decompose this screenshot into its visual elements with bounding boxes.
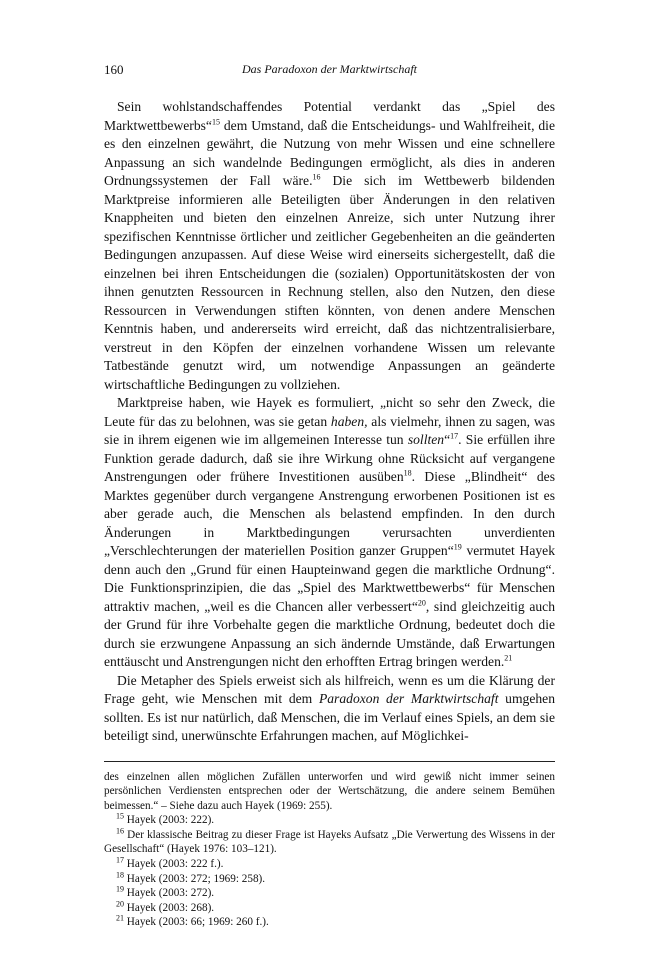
paragraph (104, 98, 555, 394)
footnote (104, 915, 555, 930)
text-run: . Sie erfüllen ihre Funktion gerade dadurch, daß sie ihre Wirkung ohne Rücksicht auf vergangene Anstrengungen oder frühere Investitionen ausüben (104, 432, 555, 484)
text-run: Die Metapher des Spiels erweist sich als hilfreich, wenn es um die Klärung der Frage geht, wie Menschen mit dem (104, 672, 555, 706)
book-page (104, 62, 555, 930)
footnote-number: 20 (116, 899, 124, 909)
footnote (104, 886, 555, 901)
footnote-ref: 17 (450, 431, 459, 441)
emphasis: Paradoxon der Marktwirtschaft (318, 691, 499, 706)
footnote (104, 857, 555, 872)
footnote-number: 21 (116, 913, 124, 923)
footnote-text: Hayek (2003: 66; 1969: 260 f.). (124, 916, 269, 929)
running-title: Das Paradoxon der Marktwirtschaft (242, 62, 417, 76)
footnote-ref: 16 (312, 172, 321, 182)
footnote-continuation: des einzelnen allen möglichen Zufällen unterworfen und wird gewiß nicht immer seinen persönlichen Verdiensten entsprechen oder der Wertschätzung, die andere seinem Bemühen beimessen.“ – Siehe dazu auch Hayek (1969: 255). (104, 770, 555, 812)
footnote-ref: 15 (211, 116, 220, 126)
footnote (104, 813, 555, 828)
text-run: umgehen sollten. Es ist nur natürlich, daß Menschen, die im Verlauf eines Spiels, an dem sie beteiligt sind, unerwünschte Erfahrungen machen, auf Möglichkei- (104, 691, 556, 743)
footnote-text: Der klassische Beitrag zu dieser Frage ist Hayeks Aufsatz „Die Verwertung des Wissens in der Gesellschaft“ (Hayek 1976: 103–121). (104, 828, 555, 856)
footnote (104, 828, 555, 857)
footnote-number: 15 (116, 811, 124, 821)
footnote (104, 901, 555, 916)
text-run: Marktpreise haben, wie Hayek es formuliert, „nicht so sehr den Zweck, die Leute für das zu belohnen, was sie getan (104, 395, 555, 429)
text-run: Sein wohlstandschaffendes Potential verdankt das „Spiel des Marktwettbewerbs“ (104, 99, 555, 133)
footnote-text: Hayek (2003: 272; 1969: 258). (124, 872, 266, 885)
text-run: . Diese „Blindheit“ des Marktes gegenüber durch vergangene Anstrengung erworbenen Positionen ist es aber gerade auch, die Menschen als belastend empfinden. In den durch Änderungen in Marktbedingungen verursachten unverdienten „Verschlechterungen der materiellen Position ganzer Gruppen“ (104, 469, 555, 558)
footnote-number: 18 (116, 869, 124, 879)
main-text (104, 98, 555, 746)
footnote-number: 17 (116, 855, 124, 865)
text-run: dem Umstand, daß die Entscheidungs- und Wahlfreiheit, die es den einzelnen gewährt, die Nutzung von mehr Wissen und eine schnellere Anpassung an sich wandelnde Bedingungen ermöglicht, als dies in anderen Ordnungssystemen der Fall wäre. (104, 117, 555, 188)
text-run: “ (444, 432, 451, 447)
emphasis: haben, (330, 413, 368, 429)
footnote-ref: 19 (453, 542, 462, 552)
footnote-number: 19 (116, 884, 124, 894)
footnote-text: Hayek (2003: 268). (124, 901, 215, 914)
page-number: 160 (104, 62, 124, 77)
footnotes (104, 770, 555, 931)
emphasis: sollten (407, 432, 445, 447)
footnote-ref: 20 (417, 597, 426, 607)
footnote-divider (104, 761, 555, 762)
footnote-text: Hayek (2003: 222 f.). (124, 858, 224, 871)
page-header (104, 62, 555, 86)
footnote-text: Hayek (2003: 272). (124, 887, 215, 900)
text-run: , sind gleichzeitig auch der Grund für ihre Vorbehalte gegen die marktliche Ordnung, bedeutet doch die durch sie erzwungene Anpassung an sich ändernde Umstände, daß Erwartungen enttäuscht und Anstrengungen nicht den erhofften Ertrag bringen werden. (104, 598, 555, 669)
footnote-ref: 18 (403, 468, 412, 478)
footnote-number: 16 (116, 826, 124, 836)
text-run: Die sich im Wettbewerb bildenden Marktpreise informieren alle Beteiligten über Änderungen in den relativen Knappheiten und bieten den einzelnen Anreize, sich unter Nutzung ihrer spezifischen Kenntnisse örtlicher und zeitlicher Gegebenheiten an die geänderten Bedingungen anzupassen. Auf diese Weise wird einerseits sichergestellt, daß die einzelnen bei ihren Entscheidungen die (sozialen) Opportunitätskosten der von ihnen genutzten Ressourcen in Rechnung stellen, also den Nutzen, den diese Ressourcen in Verwendungen stiften könnten, von denen andere Menschen Kenntnis haben, und andererseits wird erreicht, daß das nichtzentralisierbare, verstreut in den Köpfen der einzelnen vorhandene Wissen um relevante Tatbestände genutzt wird, um notwendige Anpassungen an geänderte wirtschaftliche Bedingungen zu vollziehen. (104, 173, 555, 392)
paragraph (104, 672, 555, 746)
text-run: vermutet Hayek denn auch den „Grund für einen Haupteinwand gegen die marktliche Ordnung“. Die Funktionsprinzipien, die das „Spiel des Marktwettbewerbs“ für Menschen attraktiv machen, „weil es die Chancen aller verbessert“ (104, 543, 555, 614)
text-run: als vielmehr, ihnen zu sagen, was sie in ihrem eigenen wie im allgemeinen Interesse tun (104, 413, 556, 447)
footnote-text: Hayek (2003: 222). (124, 814, 215, 827)
footnote (104, 869, 555, 887)
footnote-ref: 21 (504, 653, 513, 663)
paragraph (104, 394, 555, 672)
